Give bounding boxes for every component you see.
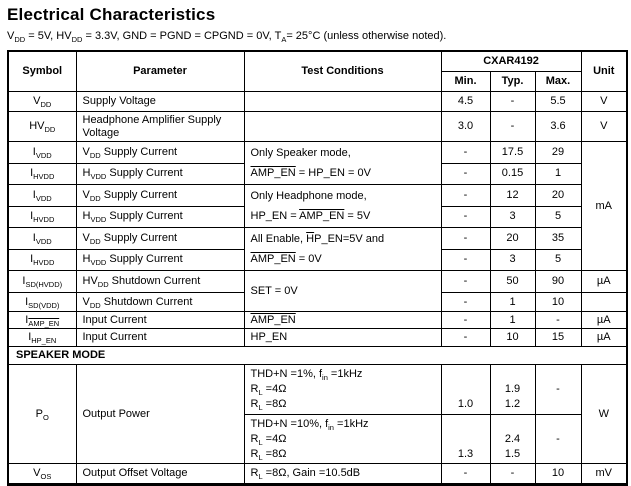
text-run: HV bbox=[29, 120, 45, 132]
cell-lines bbox=[494, 367, 532, 412]
conditions-cell bbox=[244, 312, 441, 329]
text-run: All Enable, bbox=[250, 233, 307, 245]
min-cell bbox=[441, 365, 490, 415]
line bbox=[251, 249, 438, 269]
text-run: V bbox=[82, 231, 90, 244]
text-run: Supply Current bbox=[106, 210, 183, 223]
line bbox=[251, 382, 438, 397]
line bbox=[445, 382, 487, 397]
text-run: I bbox=[25, 295, 29, 308]
text-run: V bbox=[7, 30, 15, 42]
subscript: VDD bbox=[90, 215, 107, 225]
symbol-cell bbox=[8, 271, 76, 293]
line bbox=[251, 229, 438, 249]
cell-lines bbox=[251, 229, 438, 269]
unit-cell bbox=[581, 293, 627, 312]
text-run: = 3.3V, GND = PGND = CPGND = 0V, T bbox=[82, 30, 282, 42]
conditions-note bbox=[7, 30, 631, 45]
text-run: I bbox=[22, 275, 26, 287]
column-header-parameter: Parameter bbox=[76, 51, 244, 92]
conditions-cell bbox=[244, 228, 441, 271]
text-run: = 5V bbox=[344, 210, 371, 222]
parameter-cell: Input Current bbox=[76, 312, 244, 329]
subscript: AMP_EN bbox=[28, 318, 60, 328]
text-run: Only Headphone mode, bbox=[250, 190, 367, 202]
subscript: SD(HVDD) bbox=[25, 280, 63, 290]
text-run: =4Ω bbox=[262, 383, 287, 395]
unit-cell: µA bbox=[581, 271, 627, 293]
symbol-cell bbox=[8, 464, 76, 485]
symbol-cell bbox=[8, 163, 76, 185]
table-row bbox=[8, 228, 627, 250]
parameter-cell bbox=[76, 271, 244, 293]
text-run: Shutdown Current bbox=[108, 275, 201, 287]
typ-cell: 0.15 bbox=[490, 163, 535, 185]
conditions-cell: HP_EN bbox=[244, 329, 441, 347]
text-run: I bbox=[30, 210, 34, 223]
text-run: I bbox=[32, 188, 36, 201]
text-run: V bbox=[33, 95, 41, 107]
conditions-cell bbox=[244, 415, 441, 464]
typ-cell: 3 bbox=[490, 249, 535, 271]
line: 1.5 bbox=[504, 448, 521, 460]
parameter-cell: Supply Voltage bbox=[76, 92, 244, 112]
text-run: H bbox=[82, 253, 91, 266]
line bbox=[445, 367, 487, 382]
typ-cell: 10 bbox=[490, 329, 535, 347]
text-run: =1kHz bbox=[327, 368, 363, 380]
subscript: DD bbox=[40, 100, 52, 110]
subscript: in bbox=[322, 373, 328, 383]
line: 1.0 bbox=[457, 398, 474, 410]
line bbox=[539, 447, 578, 462]
parameter-cell bbox=[76, 249, 244, 271]
typ-cell: 50 bbox=[490, 271, 535, 293]
line: 1.3 bbox=[457, 448, 474, 460]
min-cell: - bbox=[441, 206, 490, 228]
subscript: HVDD bbox=[33, 215, 55, 225]
symbol-cell bbox=[8, 92, 76, 112]
min-cell: - bbox=[441, 293, 490, 312]
line: 1.9 bbox=[504, 383, 521, 395]
subscript: L bbox=[258, 453, 263, 463]
column-header-min: Min. bbox=[441, 72, 490, 92]
table-row bbox=[8, 185, 627, 207]
table-row bbox=[8, 329, 627, 347]
max-cell: 1 bbox=[535, 163, 581, 185]
text-run: V bbox=[33, 467, 41, 479]
text-run: I bbox=[30, 253, 34, 266]
subscript: DD bbox=[97, 280, 109, 290]
min-cell bbox=[441, 415, 490, 464]
subscript: in bbox=[328, 423, 334, 433]
cell-lines bbox=[539, 417, 578, 462]
subscript: VDD bbox=[35, 193, 52, 203]
min-cell: - bbox=[441, 329, 490, 347]
typ-cell bbox=[490, 415, 535, 464]
text-run: H bbox=[82, 167, 91, 180]
line: 1.2 bbox=[504, 398, 521, 410]
min-cell: 4.5 bbox=[441, 92, 490, 112]
line bbox=[539, 417, 578, 432]
max-cell bbox=[535, 365, 581, 415]
text-run: I bbox=[32, 231, 36, 244]
part-number-header: CXAR4192 bbox=[441, 51, 581, 72]
typ-cell bbox=[490, 365, 535, 415]
text-run: Supply Current bbox=[106, 167, 183, 180]
line bbox=[251, 417, 438, 432]
text-run: I bbox=[32, 145, 36, 158]
subscript: SD(VDD) bbox=[28, 300, 60, 310]
conditions-cell bbox=[244, 92, 441, 112]
parameter-cell: Input Current bbox=[76, 329, 244, 347]
cell-lines bbox=[445, 367, 487, 412]
symbol-cell bbox=[8, 312, 76, 329]
line: - bbox=[556, 433, 560, 445]
subscript: HVDD bbox=[33, 258, 55, 268]
line: 2.4 bbox=[504, 433, 521, 445]
parameter-cell: Headphone Amplifier Supply Voltage bbox=[76, 112, 244, 142]
line bbox=[251, 397, 438, 412]
text-run: $\overline{H}$ bbox=[306, 233, 315, 245]
symbol-cell bbox=[8, 329, 76, 347]
subscript: L bbox=[258, 403, 263, 413]
unit-cell: mV bbox=[581, 464, 627, 485]
parameter-cell bbox=[76, 163, 244, 185]
max-cell: - bbox=[535, 312, 581, 329]
text-run: H bbox=[82, 210, 91, 223]
max-cell: 5.5 bbox=[535, 92, 581, 112]
line bbox=[494, 367, 532, 382]
typ-cell: 17.5 bbox=[490, 142, 535, 164]
min-cell: - bbox=[441, 228, 490, 250]
table-row bbox=[8, 312, 627, 329]
text-run: I bbox=[28, 331, 32, 343]
typ-cell: 12 bbox=[490, 185, 535, 207]
subscript: DD bbox=[14, 35, 26, 45]
min-cell: - bbox=[441, 312, 490, 329]
line bbox=[445, 417, 487, 432]
column-header-symbol: Symbol bbox=[8, 51, 76, 92]
text-run: Supply Current bbox=[100, 231, 178, 244]
text-run: Only Speaker mode, bbox=[250, 147, 351, 159]
cell-lines bbox=[251, 367, 438, 412]
max-cell: 15 bbox=[535, 329, 581, 347]
cell-lines bbox=[539, 367, 578, 412]
line bbox=[539, 367, 578, 382]
unit-cell: mA bbox=[581, 142, 627, 271]
text-run: I bbox=[30, 167, 34, 180]
line bbox=[494, 417, 532, 432]
table-row bbox=[8, 92, 627, 112]
typ-cell: - bbox=[490, 112, 535, 142]
text-run: =8Ω, Gain =10.5dB bbox=[262, 467, 361, 479]
min-cell: 3.0 bbox=[441, 112, 490, 142]
cell-lines bbox=[251, 143, 438, 183]
subscript: HP_EN bbox=[31, 336, 57, 346]
min-cell: - bbox=[441, 185, 490, 207]
line bbox=[539, 397, 578, 412]
symbol-cell bbox=[8, 293, 76, 312]
line bbox=[251, 367, 438, 382]
table-row bbox=[8, 365, 627, 415]
section-label: SPEAKER MODE bbox=[8, 347, 627, 365]
line bbox=[251, 163, 438, 183]
max-cell: 10 bbox=[535, 464, 581, 485]
typ-cell: - bbox=[490, 464, 535, 485]
max-cell: 3.6 bbox=[535, 112, 581, 142]
electrical-characteristics-table bbox=[7, 50, 628, 486]
cell-lines bbox=[494, 417, 532, 462]
conditions-cell bbox=[244, 112, 441, 142]
conditions-cell bbox=[244, 365, 441, 415]
table-row bbox=[8, 142, 627, 164]
subscript: HVDD bbox=[33, 172, 55, 182]
max-cell: 29 bbox=[535, 142, 581, 164]
line bbox=[445, 432, 487, 447]
symbol-cell bbox=[8, 228, 76, 250]
text-run: AMP_EN bbox=[250, 167, 296, 179]
symbol-cell bbox=[8, 112, 76, 142]
symbol-cell bbox=[8, 185, 76, 207]
typ-cell: 1 bbox=[490, 293, 535, 312]
text-run: =8Ω bbox=[262, 398, 287, 410]
symbol-cell bbox=[8, 249, 76, 271]
max-cell bbox=[535, 415, 581, 464]
line bbox=[251, 143, 438, 163]
text-run: =8Ω bbox=[262, 448, 287, 460]
table-body bbox=[8, 92, 627, 485]
text-run: AMP_EN bbox=[250, 313, 296, 326]
parameter-cell bbox=[76, 185, 244, 207]
symbol-cell bbox=[8, 142, 76, 164]
table-row bbox=[8, 271, 627, 293]
parameter-cell bbox=[76, 293, 244, 312]
min-cell: - bbox=[441, 142, 490, 164]
text-run: =4Ω bbox=[262, 433, 287, 445]
unit-cell: V bbox=[581, 112, 627, 142]
min-cell: - bbox=[441, 271, 490, 293]
parameter-cell bbox=[76, 228, 244, 250]
parameter-cell: Output Offset Voltage bbox=[76, 464, 244, 485]
text-run: Supply Current bbox=[100, 145, 178, 158]
text-run: HP_EN = bbox=[250, 210, 300, 222]
subscript: VDD bbox=[35, 236, 52, 246]
subscript: VDD bbox=[90, 258, 107, 268]
unit-cell: W bbox=[581, 365, 627, 464]
subscript: L bbox=[258, 388, 263, 398]
subscript: DD bbox=[89, 300, 101, 310]
typ-cell: 20 bbox=[490, 228, 535, 250]
text-run: THD+N =10%, f bbox=[250, 418, 329, 430]
text-run: = HP_EN = 0V bbox=[295, 167, 371, 179]
cell-lines bbox=[251, 186, 438, 226]
parameter-cell bbox=[76, 206, 244, 228]
text-run: HV bbox=[82, 275, 98, 287]
text-run: =1kHz bbox=[333, 418, 369, 430]
max-cell: 5 bbox=[535, 249, 581, 271]
symbol-cell bbox=[8, 206, 76, 228]
parameter-cell bbox=[76, 142, 244, 164]
line: - bbox=[556, 383, 560, 395]
text-run: I bbox=[25, 313, 29, 326]
table-row bbox=[8, 112, 627, 142]
text-run: V bbox=[82, 188, 90, 201]
conditions-cell bbox=[244, 142, 441, 185]
subscript: DD bbox=[89, 236, 101, 246]
column-header-max: Max. bbox=[535, 72, 581, 92]
header-row-1 bbox=[8, 51, 627, 72]
line bbox=[251, 186, 438, 206]
max-cell: 90 bbox=[535, 271, 581, 293]
unit-cell: V bbox=[581, 92, 627, 112]
text-run: V bbox=[82, 145, 90, 158]
typ-cell: 1 bbox=[490, 312, 535, 329]
text-run: R bbox=[250, 448, 259, 460]
text-run: = 0V bbox=[295, 253, 322, 265]
line bbox=[251, 447, 438, 462]
subscript: DD bbox=[71, 35, 83, 45]
text-run: AMP_EN bbox=[250, 253, 296, 265]
max-cell: 10 bbox=[535, 293, 581, 312]
text-run: P bbox=[35, 407, 43, 420]
max-cell: 20 bbox=[535, 185, 581, 207]
unit-cell: µA bbox=[581, 312, 627, 329]
min-cell: - bbox=[441, 249, 490, 271]
text-run: = 5V, HV bbox=[25, 30, 72, 42]
subscript: O bbox=[43, 412, 49, 422]
parameter-cell: Output Power bbox=[76, 365, 244, 464]
text-run: = 25°C (unless otherwise noted). bbox=[286, 30, 447, 42]
subscript: L bbox=[258, 438, 263, 448]
text-run: AMP_EN bbox=[299, 210, 345, 222]
symbol-cell bbox=[8, 365, 76, 464]
min-cell: - bbox=[441, 163, 490, 185]
text-run: Supply Current bbox=[106, 253, 183, 266]
subscript: OS bbox=[40, 472, 52, 482]
text-run: P_EN=5V and bbox=[314, 233, 385, 245]
text-run: R bbox=[250, 467, 259, 479]
subscript: L bbox=[258, 472, 263, 482]
cell-lines bbox=[251, 417, 438, 462]
min-cell: - bbox=[441, 464, 490, 485]
max-cell: 35 bbox=[535, 228, 581, 250]
section-row bbox=[8, 347, 627, 365]
text-run: THD+N =1%, f bbox=[250, 368, 323, 380]
subscript: DD bbox=[89, 193, 101, 203]
text-run: R bbox=[250, 383, 259, 395]
table-header bbox=[8, 51, 627, 92]
conditions-cell: SET = 0V bbox=[244, 271, 441, 312]
text-run: V bbox=[82, 295, 90, 308]
text-run: Supply Current bbox=[100, 188, 178, 201]
column-header-unit: Unit bbox=[581, 51, 627, 92]
subscript: VDD bbox=[90, 172, 107, 182]
typ-cell: - bbox=[490, 92, 535, 112]
column-header-typ: Typ. bbox=[490, 72, 535, 92]
table-row bbox=[8, 464, 627, 485]
subscript: DD bbox=[89, 150, 101, 160]
unit-cell: µA bbox=[581, 329, 627, 347]
conditions-cell bbox=[244, 464, 441, 485]
text-run: R bbox=[250, 398, 259, 410]
line bbox=[251, 432, 438, 447]
text-run: Shutdown Current bbox=[100, 295, 193, 308]
subscript: A bbox=[281, 35, 287, 45]
cell-lines bbox=[445, 417, 487, 462]
subscript: DD bbox=[44, 125, 56, 135]
typ-cell: 3 bbox=[490, 206, 535, 228]
line bbox=[251, 206, 438, 226]
column-header-test-conditions: Test Conditions bbox=[244, 51, 441, 92]
max-cell: 5 bbox=[535, 206, 581, 228]
text-run: R bbox=[250, 433, 259, 445]
page-title: Electrical Characteristics bbox=[7, 5, 216, 24]
conditions-cell bbox=[244, 185, 441, 228]
subscript: VDD bbox=[35, 150, 52, 160]
